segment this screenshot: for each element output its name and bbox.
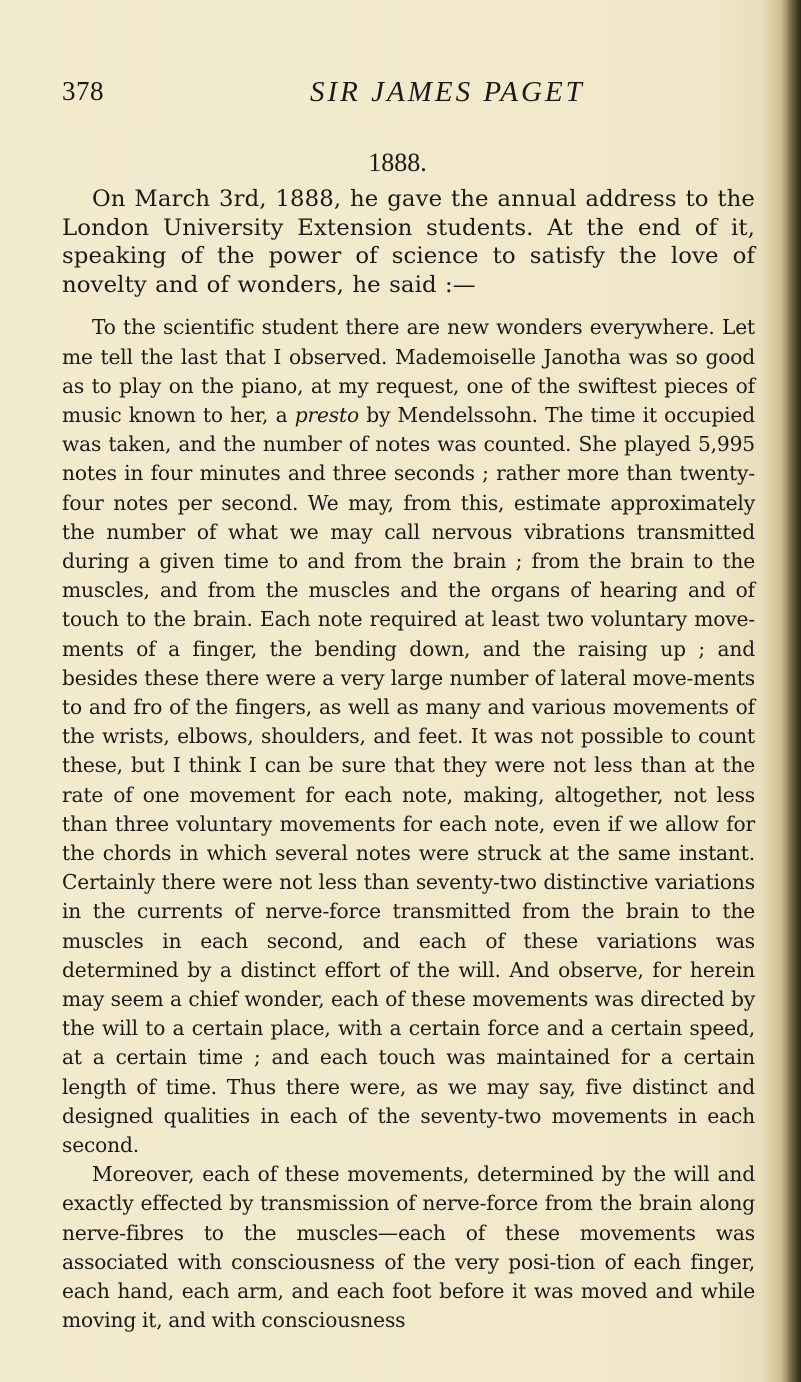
page-number: 378 — [62, 76, 104, 106]
quote1-text-after: by Mendelssohn. The time it occupied was taken, and the number of notes was counted. She played 5,995 notes in four minutes and three seconds ; rather more than twenty-four notes per second. We may, from this, estimate approximately the number of what we may call nervous vibrations transmitted during a given time to and from the brain ; from the brain to the muscles, and from the muscles and the organs of hearing and of touch to the brain. Each note required at least two voluntary move-ments of a finger, the bending down, and the raising up ; and besides these there were a very large number of lateral move-ments to and fro of the fingers, as well as many and various movements of the wrists, elbows, shoulders, and feet. It was not possible to count these, but I think I can be sure that they were not less than at the rate of one movement for each note, making, altogether, not less than three voluntary movements for each note, even if we allow for the chords in which several notes were struck at the same instant. Certainly there were not less than seventy-two distinctive variations in the currents of nerve-force transmitted from the brain to the muscles in each second, and each of these variations was determined by a distinct effort of the will. And observe, for herein may seem a chief wonder, each of these movements was directed by the will to a certain place, with a certain force and a certain speed, at a certain time ; and each touch was maintained for a certain length of time. Thus there were, as we may say, five distinct and designed qualities in each of the seventy-two movements in each second. — [62, 402, 755, 1158]
section-year-heading — [0, 148, 801, 178]
year-text: 1888. — [368, 148, 427, 177]
running-title: SIR JAMES PAGET — [310, 76, 585, 108]
quoted-paragraph-1 — [62, 313, 755, 1160]
running-head — [62, 76, 762, 116]
quote1-italic-word: presto — [294, 402, 359, 427]
quote1-text-before: To the scientific student there are new wonders everywhere. Let me tell the last that I observed. Mademoiselle Janotha was so good as to play on the piano, at my request, one of the swiftest pieces of music known to her, a — [62, 315, 755, 427]
intro-paragraph: On March 3rd, 1888, he gave the annual address to the London University Extension students. At the end of it, speaking of the power of science to satisfy the love of novelty and of wonders, he said :— — [62, 186, 755, 298]
quoted-paragraph-2: Moreover, each of these movements, determined by the will and exactly effected by transmission of nerve-force from the brain along nerve-fibres to the muscles—each of these movements was associated with consciousness of the very posi-tion of each finger, each hand, each arm, and each foot before it was moved and while moving it, and with consciousness — [62, 1162, 755, 1333]
page-binding-edge — [787, 0, 801, 1382]
body-text — [62, 185, 755, 1335]
